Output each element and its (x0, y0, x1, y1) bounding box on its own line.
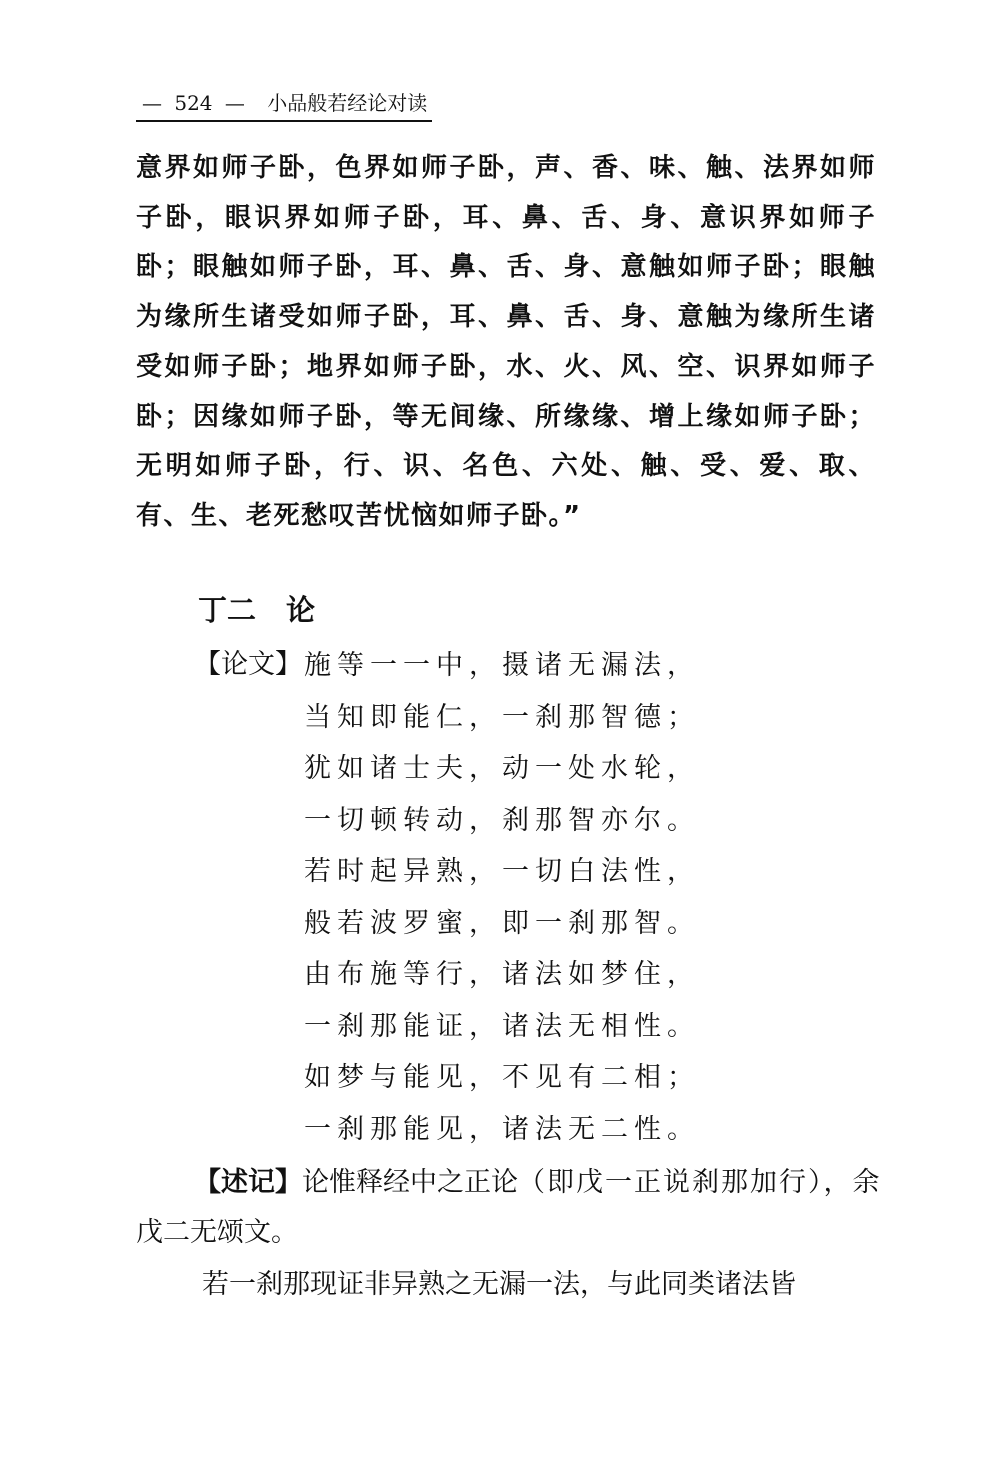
sutra-prose-block (136, 144, 876, 542)
section-heading (198, 588, 315, 632)
commentary-paragraph (136, 1158, 886, 1258)
sutra-paragraph: 意界如师子卧，色界如师子卧，声、香、味、触、法界如师子卧，眼识界如师子卧，耳、鼻、舌、身、意识界如师子卧；眼触如师子卧，耳、鼻、舌、身、意触如师子卧；眼触为缘所生诸受如师子卧，耳、鼻、舌、身、意触为缘所生诸受如师子卧；地界如师子卧，水、火、风、空、识界如师子卧；因缘如师子卧，等无间缘、所缘缘、增上缘如师子卧；无明如师子卧，行、识、名色、六处、触、受、爱、取、有、生、老死愁叹苦忧恼如师子卧。” (136, 153, 876, 531)
treatise-verse (304, 640, 700, 1155)
verse-line: 若时起异熟，一切白法性， (304, 856, 700, 887)
section-title: 论 (286, 593, 316, 627)
verse-line: 一切顿转动，刹那智亦尔。 (304, 804, 700, 836)
treatise-label: 【论文】 (194, 649, 302, 680)
running-header (136, 88, 432, 122)
commentary-text-continued: 余戊二无颂文。 (136, 1167, 880, 1248)
header-dash-right: — (224, 91, 245, 115)
commentary-next-paragraph: 若一刹那现证非异熟之无漏一法，与此同类诸法皆 (202, 1269, 796, 1300)
verse-line: 一刹那能证，诸法无相性。 (304, 1010, 700, 1042)
section-number: 丁二 (198, 593, 257, 627)
commentary-block (136, 1158, 886, 1310)
verse-line: 如梦与能见，不见有二相； (304, 1062, 700, 1093)
verse-line: 般若波罗蜜，即一刹那智。 (304, 907, 700, 939)
verse-line: 犹如诸士夫，动一处水轮， (304, 753, 700, 784)
header-dash-left: — (142, 91, 162, 115)
commentary-text: 论惟释经中之正论 (302, 1167, 518, 1198)
verse-line: 当知即能仁，一刹那智德； (304, 701, 700, 733)
verse-line: 施等一一中，摄诸无漏法， (304, 650, 700, 681)
commentary-label: 【述记】 (194, 1167, 302, 1198)
verse-line: 由布施等行，诸法如梦住， (304, 959, 700, 990)
book-title: 小品般若经论对读 (267, 91, 428, 115)
page-number: 524 (174, 91, 213, 115)
verse-line: 一刹那能见，诸法无二性。 (304, 1113, 700, 1145)
commentary-parenthetical: （即戊一正说刹那加行）， (518, 1167, 853, 1198)
